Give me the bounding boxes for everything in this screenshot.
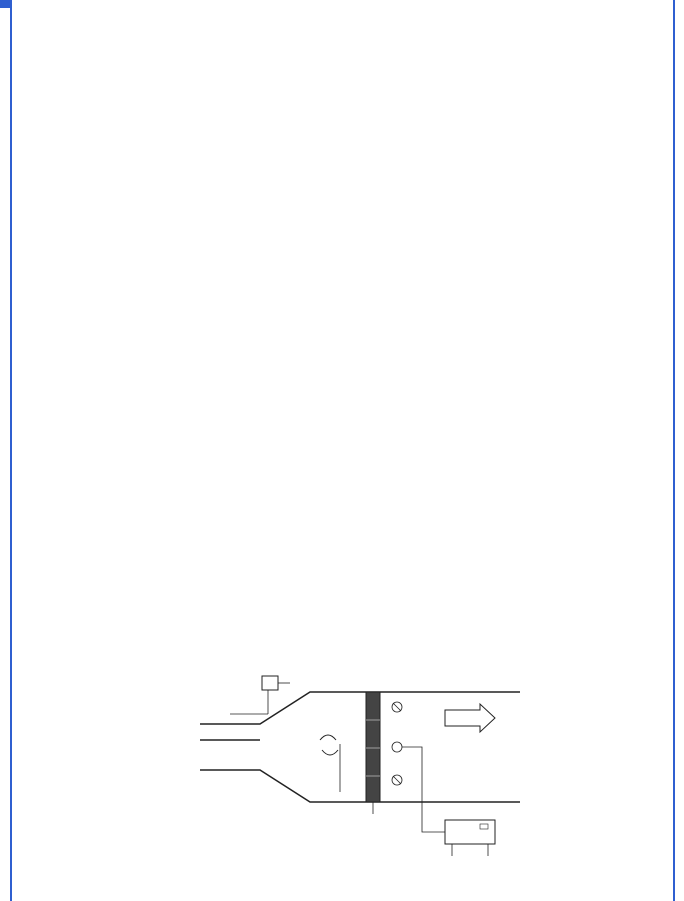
frame-corner bbox=[0, 0, 10, 8]
photometer-diagram bbox=[190, 662, 530, 862]
table-legend bbox=[72, 12, 398, 94]
left-border bbox=[10, 0, 12, 901]
right-border bbox=[673, 0, 675, 901]
results-table bbox=[72, 12, 598, 266]
